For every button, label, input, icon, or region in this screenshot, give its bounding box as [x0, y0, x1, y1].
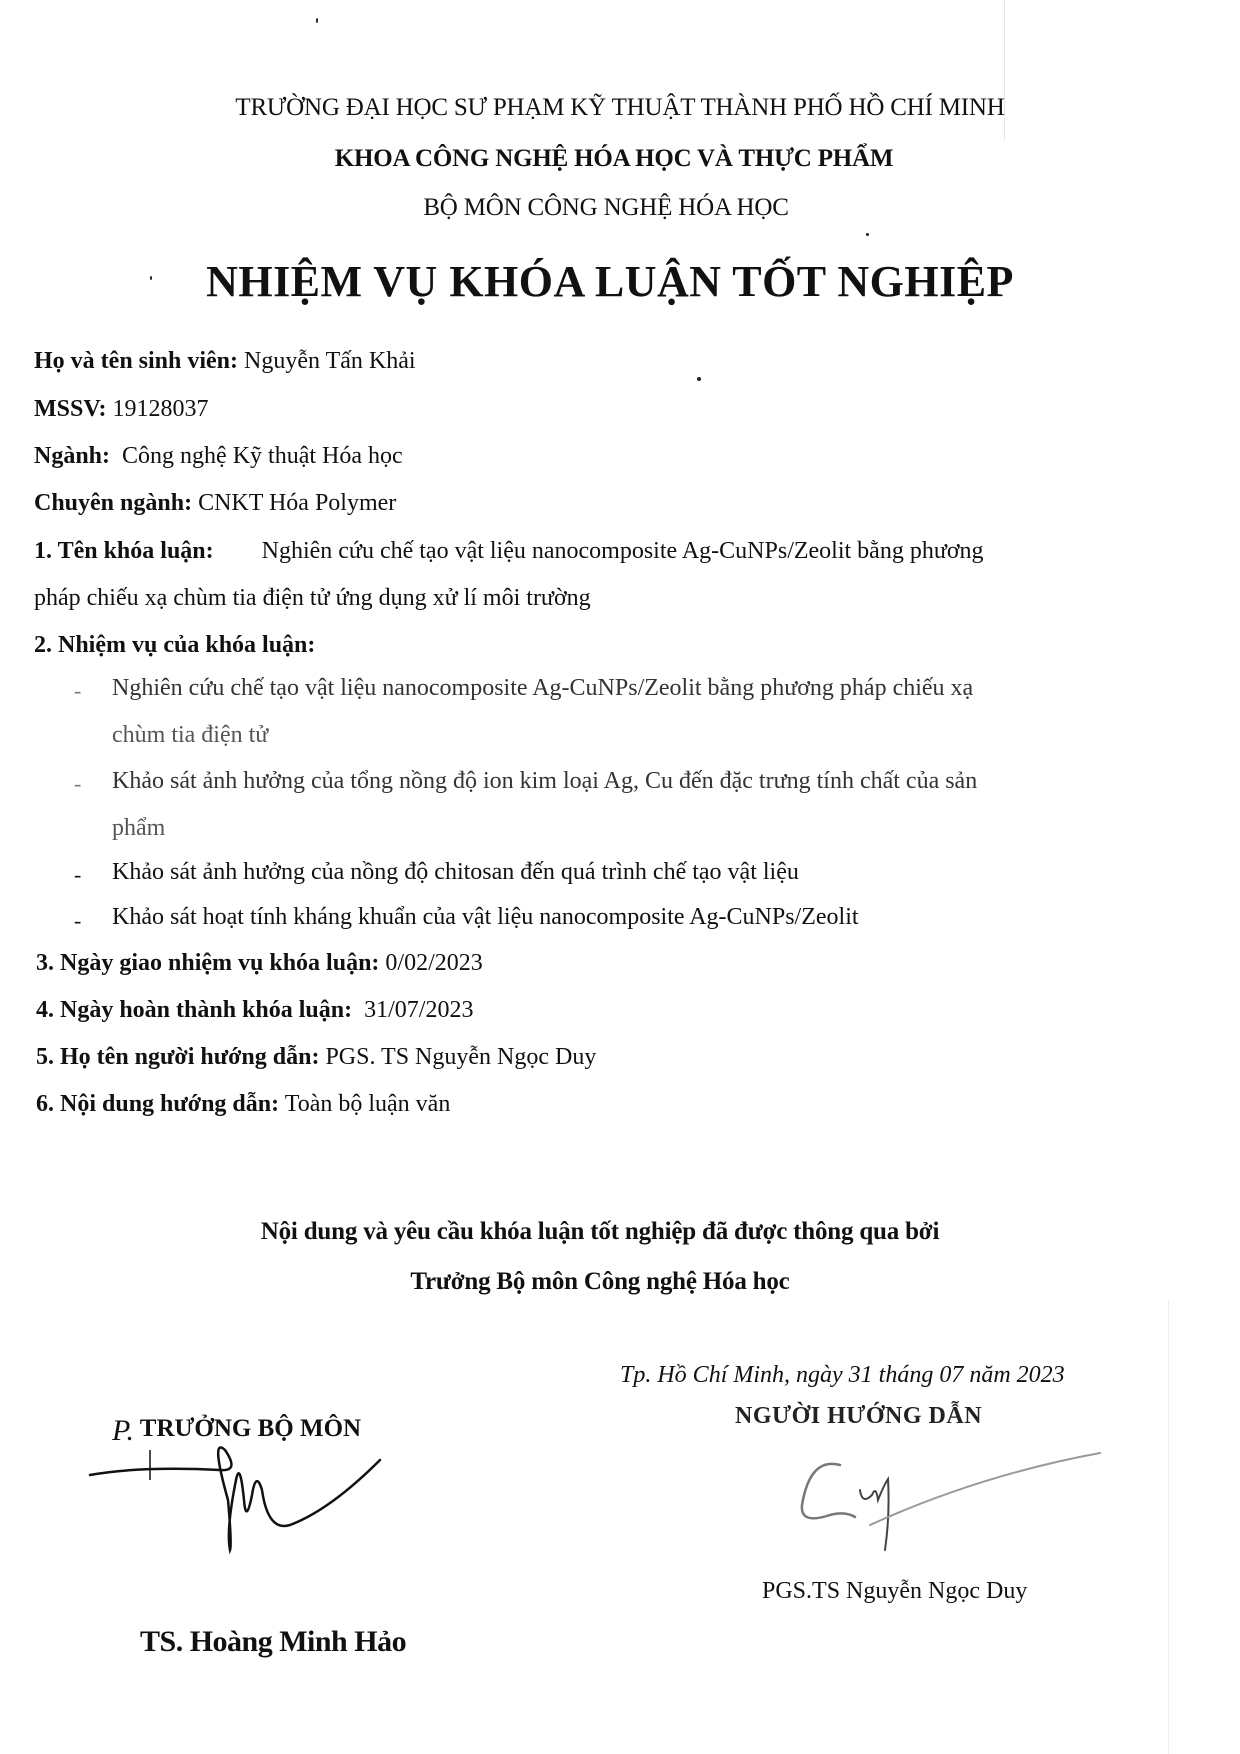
right-signer-name: PGS.TS Nguyễn Ngọc Duy	[762, 1578, 1028, 1604]
task-item-1-continued: chùm tia điện tử	[112, 722, 269, 748]
bullet-marker: -	[74, 678, 82, 703]
major-row	[34, 443, 403, 470]
guidance-label: 6. Nội dung hướng dẫn:	[36, 1091, 280, 1117]
student-id-value: 19128037	[112, 396, 209, 422]
completion-date-row	[36, 997, 473, 1024]
guidance-value: Toàn bộ luận văn	[284, 1091, 451, 1117]
approval-statement: Nội dung và yêu cầu khóa luận tốt nghiệp đã được thông qua bởi	[260, 1218, 940, 1245]
university-name: TRƯỜNG ĐẠI HỌC SƯ PHẠM KỸ THUẬT THÀNH PHỐ HỒ CHÍ MINH	[235, 94, 1005, 121]
page-title: NHIỆM VỤ KHÓA LUẬN TỐT NGHIỆP	[206, 257, 1014, 306]
scan-speck	[316, 18, 318, 23]
specialization-label: Chuyên ngành:	[34, 490, 193, 516]
bullet-marker: -	[74, 862, 82, 887]
bullet-marker: -	[74, 908, 82, 933]
task-item-4: Khảo sát hoạt tính kháng khuẩn của vật liệu nanocomposite Ag-CuNPs/Zeolit	[112, 904, 859, 930]
department-name: BỘ MÔN CÔNG NGHỆ HÓA HỌC	[423, 194, 789, 221]
faculty-name: KHOA CÔNG NGHỆ HÓA HỌC VÀ THỰC PHẨM	[334, 145, 894, 172]
on-behalf-prefix: P.	[112, 1414, 134, 1447]
student-name-label: Họ và tên sinh viên:	[34, 348, 239, 374]
specialization-row	[34, 490, 396, 517]
thesis-title-continued: pháp chiếu xạ chùm tia điện tử ứng dụng xử lí môi trường	[34, 585, 591, 611]
thesis-title-row	[34, 538, 984, 565]
completion-date-value: 31/07/2023	[364, 997, 474, 1023]
student-id-label: MSSV:	[34, 396, 107, 422]
tasks-heading: 2. Nhiệm vụ của khóa luận:	[34, 632, 316, 658]
thesis-title-value: Nghiên cứu chế tạo vật liệu nanocomposite Ag-CuNPs/Zeolit bằng phương	[261, 538, 984, 564]
left-signer-name: TS. Hoàng Minh Hảo	[140, 1625, 407, 1658]
thesis-title-label: 1. Tên khóa luận:	[34, 538, 214, 564]
scan-speck	[866, 233, 869, 236]
task-item-2-continued: phẩm	[112, 815, 166, 841]
advisor-row	[36, 1044, 596, 1071]
advisor-value: PGS. TS Nguyễn Ngọc Duy	[325, 1044, 597, 1070]
scan-artifact-line	[1168, 1300, 1169, 1754]
task-item-1: Nghiên cứu chế tạo vật liệu nanocomposite Ag-CuNPs/Zeolit bằng phương pháp chiếu xạ	[112, 675, 974, 701]
left-signature-icon	[80, 1440, 400, 1570]
scan-speck	[697, 377, 701, 381]
approval-authority: Trưởng Bộ môn Công nghệ Hóa học	[410, 1268, 790, 1295]
major-label: Ngành:	[34, 443, 111, 469]
left-signature-role	[112, 1410, 362, 1447]
guidance-row	[36, 1091, 450, 1118]
advisor-label: 5. Họ tên người hướng dẫn:	[36, 1044, 320, 1070]
student-id-row	[34, 396, 208, 423]
major-value: Công nghệ Kỹ thuật Hóa học	[122, 443, 403, 469]
student-name-row	[34, 348, 416, 375]
bullet-marker: -	[74, 771, 82, 796]
assigned-date-label: 3. Ngày giao nhiệm vụ khóa luận:	[36, 950, 380, 976]
left-role-label: TRƯỞNG BỘ MÔN	[139, 1415, 362, 1442]
task-item-2: Khảo sát ảnh hưởng của tổng nồng độ ion kim loại Ag, Cu đến đặc trưng tính chất của sản	[112, 768, 978, 794]
student-name-value: Nguyễn Tấn Khải	[244, 348, 416, 374]
assigned-date-row	[36, 950, 483, 977]
specialization-value: CNKT Hóa Polymer	[198, 490, 397, 516]
assigned-date-value: 0/02/2023	[385, 950, 483, 976]
right-signature-role: NGƯỜI HƯỚNG DẪN	[735, 1403, 983, 1429]
task-item-3: Khảo sát ảnh hưởng của nồng độ chitosan đến quá trình chế tạo vật liệu	[112, 859, 799, 885]
right-signature-icon	[780, 1445, 1120, 1555]
place-date: Tp. Hồ Chí Minh, ngày 31 tháng 07 năm 2023	[620, 1362, 1065, 1388]
completion-date-label: 4. Ngày hoàn thành khóa luận:	[36, 997, 353, 1023]
